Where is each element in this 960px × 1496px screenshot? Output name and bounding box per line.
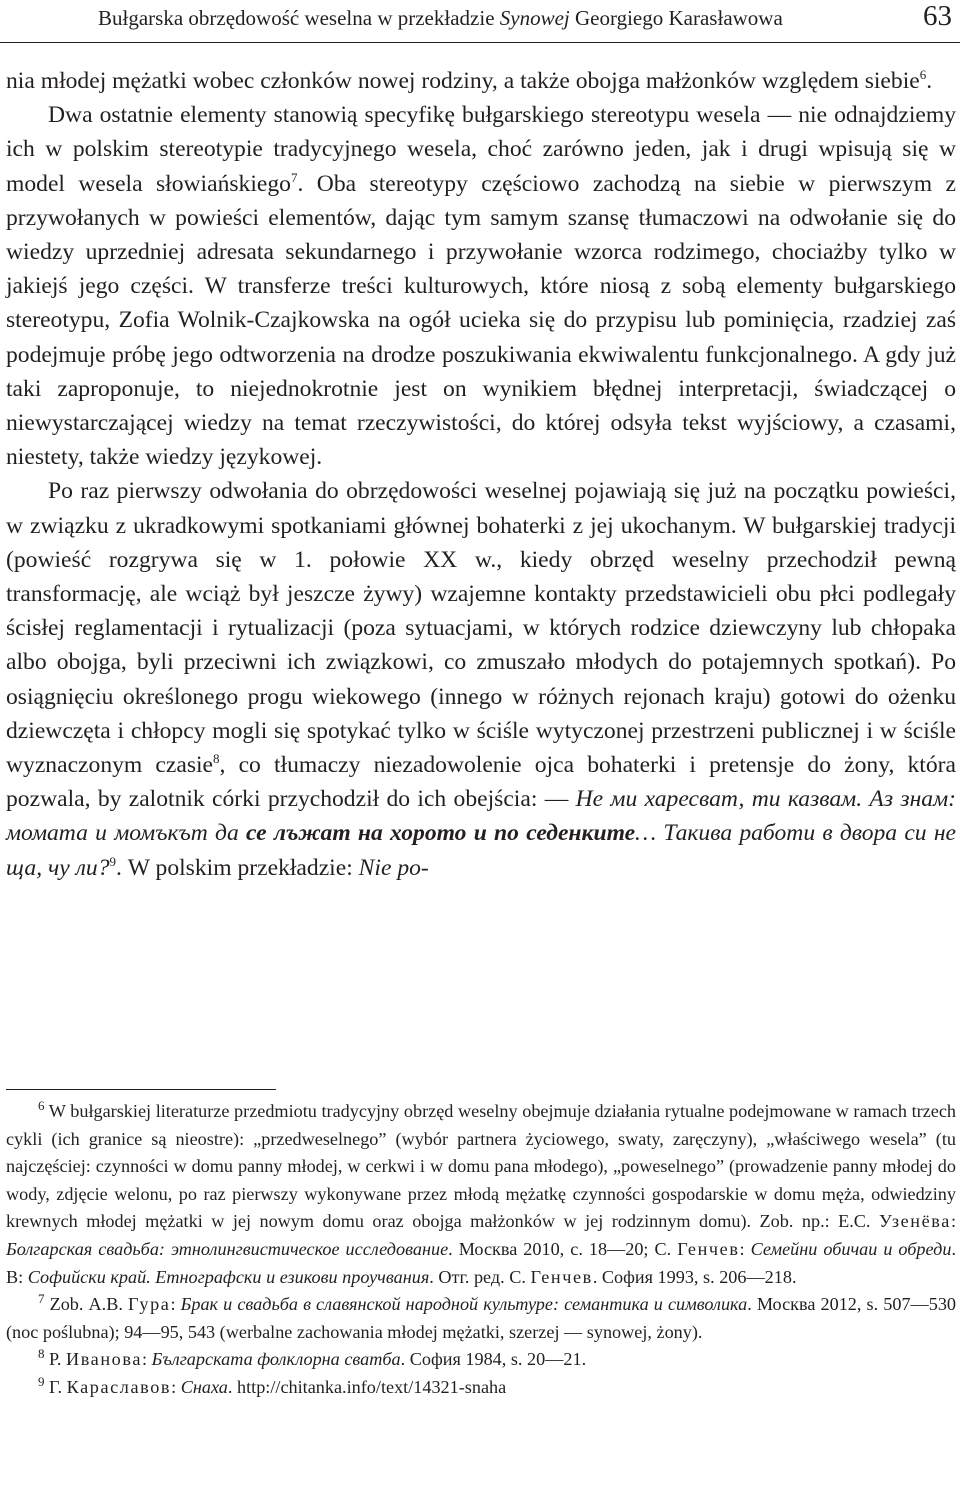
header-rule	[0, 42, 960, 43]
footnote-title: Софийски край. Етнографски и езикови проучвания	[27, 1266, 430, 1287]
paragraph-text: nia młodej mężatki wobec członków nowej rodziny, a także obojga małżonków względem siebie	[6, 68, 920, 94]
footnote-author: Караславов	[66, 1376, 172, 1397]
running-head-text: Bułgarska obrzędowość weselna w przekładzie	[98, 6, 500, 30]
footnote-text: . В:	[6, 1238, 956, 1287]
footnote-text: Г.	[44, 1376, 67, 1397]
quote-bold: се лъжат на хорото и по седенките	[245, 820, 636, 847]
footnote-text: . София 1984, s. 20—21.	[400, 1349, 587, 1370]
footnote-url[interactable]: . http://chitanka.info/text/14321-snaha	[227, 1376, 507, 1397]
footnote-ref-7[interactable]: 7	[290, 169, 298, 185]
footnote-number: 7	[38, 1291, 45, 1307]
paragraph-2	[6, 98, 956, 474]
main-text	[6, 64, 956, 885]
paragraph-text: Dwa ostatnie elementy stanowią specyfikę bułgarskiego stereotypu wesela — nie odnajdziemy ich w polskim stereotypie tradycyjnego wesela, choć zarówno jeden, jak i drugi wpisują się w model wesela słowiańskiego	[6, 102, 956, 197]
footnote-author: Иванова	[65, 1349, 142, 1370]
footnote-ref-8[interactable]: 8	[213, 751, 220, 767]
footnote-6	[6, 1098, 956, 1291]
footnote-text: . Отг. ред. С.	[429, 1266, 531, 1287]
paragraph-3	[6, 474, 956, 884]
paragraph-1	[6, 64, 956, 98]
footnote-text: . София 1993, s. 206—218.	[592, 1266, 797, 1287]
footnote-text: Р.	[44, 1349, 66, 1370]
paragraph-text: . Oba stereotypy częściowo zachodzą na siebie w pierwszym z przywołanych w powieści elementów, dając tym samym szansę tłumaczowi na odwołanie się do wiedzy uprzedniej adresata sekundarnego i przywołanie wzorca rodzimego, chociażby tylko w jakiejś jego części. W transferze treści kulturowych, które niosą z sobą elementy bułgarskiego stereotypu, Zofia Wolnik-Czajkowska na ogół ucieka się do przypisu lub pominięcia, rzadziej zaś podejmuje próbę jego odtworzenia na drodze poszukiwania ekwiwalentu funkcjonalnego. A gdy już taki zaproponuje, to niejednokrotnie jest on wynikiem błędnej interpretacji, świadczącej o niewystarczającej wiedzy na temat rzeczywistości, do której odsyła tekst wyjściowy, a czasami, niestety, także wiedzy językowej.	[6, 170, 956, 471]
running-head-text-end: Georgiego Karasławowa	[569, 6, 783, 30]
footnote-title: Семейни обичаи и обреди	[750, 1238, 952, 1259]
footnote-title: Българската фолклорна сватба	[151, 1349, 401, 1370]
running-head-italic: Synowej	[499, 6, 570, 30]
footnote-author: Генчев	[530, 1266, 593, 1287]
quote-text: Не ми харесват, ти казвам. Аз знам: момата и момъкът да	[6, 786, 956, 847]
footnote-number: 6	[38, 1097, 45, 1113]
footnote-9	[6, 1374, 956, 1402]
footnote-number: 9	[38, 1373, 45, 1389]
running-head	[98, 6, 783, 31]
paragraph-text: . W polskim przekładzie:	[116, 854, 359, 881]
paragraph-text: .	[926, 68, 933, 94]
footnotes	[6, 1098, 956, 1402]
footnote-text: . Москва 2012, s. 507—530 (noc poślubna); 94—95, 543 (werbalne zachowania młodej mężatki, szerzej — synowej, żony).	[6, 1294, 957, 1342]
footnote-text: :	[171, 1376, 181, 1397]
page-header	[0, 0, 960, 44]
footnote-separator	[6, 1089, 276, 1090]
footnote-text: Zob. А.В.	[44, 1294, 128, 1315]
footnote-ref-9[interactable]: 9	[109, 853, 116, 869]
footnote-text: :	[142, 1349, 152, 1370]
footnote-7	[6, 1291, 956, 1346]
footnote-title: Болгарская свадьба: этнолингвистическое исследование	[6, 1238, 449, 1259]
footnote-text: :	[170, 1294, 181, 1315]
footnote-number: 8	[38, 1346, 45, 1362]
footnote-text: . Москва 2010, с. 18—20; С.	[448, 1238, 678, 1259]
footnote-text: :	[950, 1211, 956, 1232]
footnote-8	[6, 1346, 956, 1374]
footnote-text: W bułgarskiej literaturze przedmiotu tradycyjny obrzęd weselny obejmuje działania rytualne podejmowane w ramach trzech cykli (ich granice są nieostre): „przedweselnego” (wybór partnera życiowego, swaty, zaręczyny), „właściwego wesela” (tu najczęściej: czynności w domu panny młodej, w cerkwi i w domu pana młodego), „poweselnego” (prowadzenie panny młodej do wody, zdjęcie welonu, po raz pierwszy wykonywane przez młodą mężatkę czynności gospodarskie w domu męża, odwiedziny krewnych młodej mężatki w jej nowym domu oraz obojga małżonków w jej rodzinnym domu). Zob. np.: Е.С.	[6, 1101, 956, 1232]
translation-quote-start: Nie po-	[358, 854, 429, 881]
quote-text: … Такива работи в двора си не ща, чу ли?	[6, 820, 956, 881]
paragraph-text: Po raz pierwszy odwołania do obrzędowości weselnej pojawiają się już na początku powieści, w związku z ukradkowymi spotkaniami głównej bohaterki z jej ukochanym. W bułgarskiej tradycji (powieść rozgrywa się w 1. połowie XX w., kiedy obrzęd weselny przechodził pewną transformację, ale wciąż był jeszcze żywy) wzajemne kontakty przedstawicieli obu płci podlegały ścisłej reglamentacji i rytualizacji (poza sytuacjami, w których rodzice dziewczyny lub chłopaka albo obojga, byli przeciwni ich związkowi, co zmuszało młodych do potajemnych spotkań). Po osiągnięciu określonego progu wiekowego (innego w różnych rejonach kraju) gotowi do ożenku dziewczęta i chłopcy mogli się spotykać tylko w ściśle wytyczonej przestrzeni publicznej i w ściśle wyznaczonym czasie	[6, 478, 956, 779]
footnote-title: Снаха	[180, 1376, 228, 1397]
paragraph-text: , co tłumaczy niezadowolenie ojca bohaterki i pretensje do żony, która pozwala, by zalotnik córki przychodził do ich obejścia: —	[6, 752, 956, 813]
footnote-author: Генчев	[677, 1238, 740, 1259]
footnote-author: Гура	[127, 1294, 171, 1315]
footnote-ref-6[interactable]: 6	[919, 67, 927, 83]
footnote-text: :	[739, 1238, 751, 1259]
footnote-title: Брак и свадьба в славянской народной культуре: семантика и символика	[180, 1294, 748, 1315]
footnote-author: Узенёва	[878, 1211, 951, 1232]
page-number: 63	[923, 0, 952, 32]
